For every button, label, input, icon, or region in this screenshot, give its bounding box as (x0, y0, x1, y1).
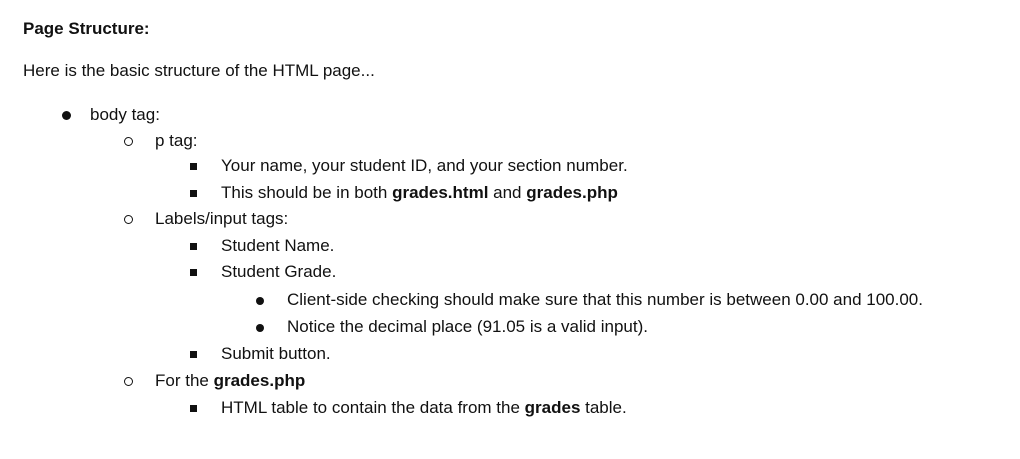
list-item-label (221, 182, 618, 204)
text-segment: This should be in both (221, 183, 393, 202)
bullet-square-icon (190, 269, 197, 276)
bullet-circle-icon (124, 377, 133, 386)
text-segment: and (488, 183, 527, 202)
bullet-square-icon (190, 405, 197, 412)
text-segment: HTML table to contain the data from the (221, 398, 525, 417)
list-item-label: Student Name. (221, 236, 335, 255)
text-segment: table. (580, 398, 627, 417)
list-item-label: Submit button. (221, 344, 331, 363)
page-heading: Page Structure: (23, 19, 150, 38)
bullet-circle-icon (124, 215, 133, 224)
bullet-circle-icon (124, 137, 133, 146)
list-item-label: Labels/input tags: (155, 209, 289, 228)
filename-grades-html: grades.html (392, 183, 489, 202)
list-item-label: p tag: (155, 131, 198, 150)
list-item-label: Notice the decimal place (91.05 is a valid input). (287, 317, 648, 336)
filename-grades-php: grades.php (213, 371, 306, 390)
list-item-label (221, 397, 627, 419)
bullet-disc-icon (256, 324, 264, 332)
intro-paragraph: Here is the basic structure of the HTML page... (23, 61, 375, 80)
bullet-square-icon (190, 351, 197, 358)
bullet-square-icon (190, 243, 197, 250)
list-item-label: Your name, your student ID, and your section number. (221, 156, 628, 175)
list-item-label: body tag: (90, 105, 160, 124)
bullet-disc-icon (62, 111, 71, 120)
list-item-label: Student Grade. (221, 262, 337, 281)
text-segment: For the (155, 371, 214, 390)
bullet-square-icon (190, 163, 197, 170)
bullet-disc-icon (256, 297, 264, 305)
filename-grades-php: grades.php (526, 183, 618, 202)
list-item-label: Client-side checking should make sure that this number is between 0.00 and 100.00. (287, 290, 923, 309)
list-item-label (155, 370, 305, 392)
table-name-grades: grades (524, 398, 581, 417)
bullet-square-icon (190, 190, 197, 197)
